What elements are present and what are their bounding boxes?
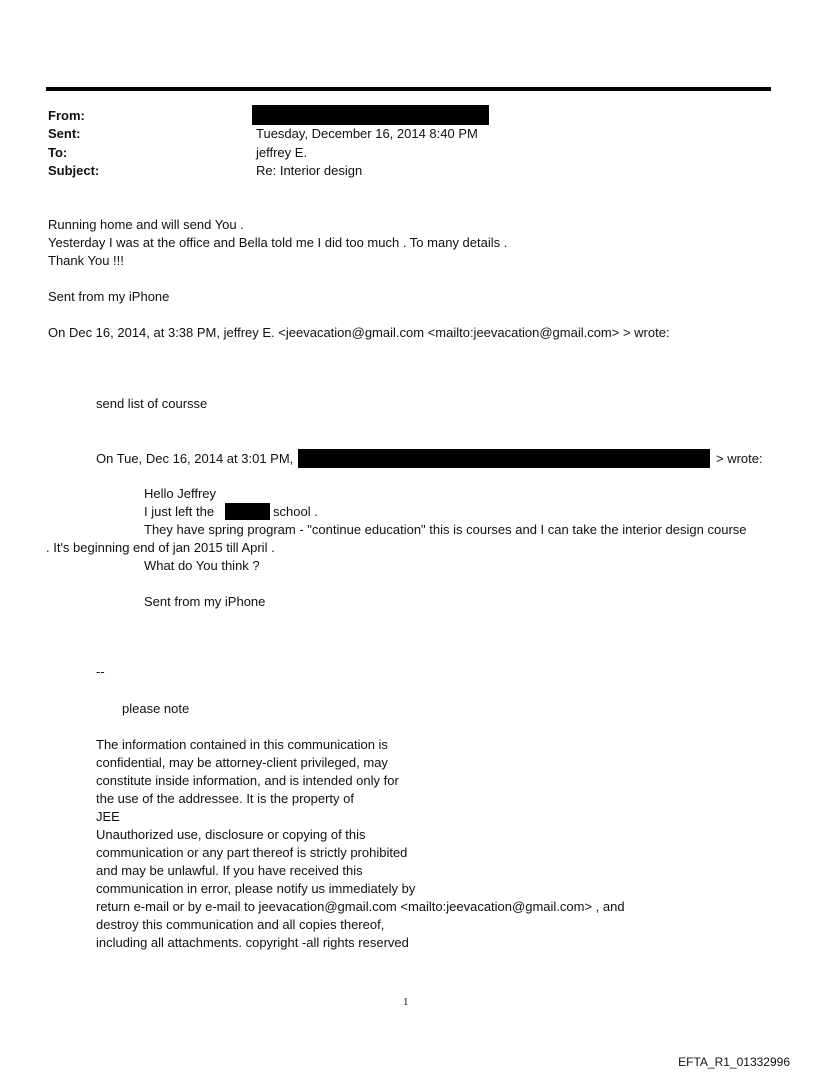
please-note: please note <box>122 701 190 716</box>
sent-value: Tuesday, December 16, 2014 8:40 PM <box>256 126 478 141</box>
quoted-text: send list of coursse <box>96 396 208 411</box>
disclaimer-line: communication in error, please notify us immediately by <box>96 881 416 896</box>
disclaimer-line: return e-mail or by e-mail to jeevacation@gmail.com <mailto:jeevacation@gmail.com> , and <box>96 899 625 914</box>
to-value: jeffrey E. <box>256 145 308 160</box>
sent-label: Sent: <box>48 126 81 141</box>
disclaimer-line: and may be unlawful. If you have received this <box>96 863 363 878</box>
page-number: 1 <box>403 996 409 1008</box>
left-prefix: I just left the <box>144 504 215 519</box>
signature: Sent from my iPhone <box>48 289 170 304</box>
quote2-intro-prefix: On Tue, Dec 16, 2014 at 3:01 PM, <box>96 451 294 466</box>
greeting: Hello Jeffrey <box>144 486 217 501</box>
disclaimer-line: Unauthorized use, disclosure or copying of this <box>96 827 366 842</box>
disclaimer-line: constitute inside information, and is intended only for <box>96 773 399 788</box>
body-line-3: Thank You !!! <box>48 253 124 268</box>
disclaimer-line: communication or any part thereof is strictly prohibited <box>96 845 408 860</box>
disclaimer-line: including all attachments. copyright -all rights reserved <box>96 935 409 950</box>
quoted-signature: Sent from my iPhone <box>144 594 266 609</box>
left-suffix: school . <box>273 504 318 519</box>
bates-number: EFTA_R1_01332996 <box>678 1055 790 1069</box>
header-rule <box>46 87 771 91</box>
from-redaction <box>252 105 489 125</box>
from-label: From: <box>48 108 85 123</box>
program-continuation: . It's beginning end of jan 2015 till April . <box>46 540 275 555</box>
disclaimer-line: destroy this communication and all copies thereof, <box>96 917 385 932</box>
body-line-2: Yesterday I was at the office and Bella told me I did too much . To many details . <box>48 235 508 250</box>
disclaimer-line: The information contained in this communication is <box>96 737 388 752</box>
signature-separator: -- <box>96 664 105 679</box>
program-line: They have spring program - "continue education" this is courses and I can take the interior design course <box>144 522 747 537</box>
sender-redaction <box>298 449 710 468</box>
body-line-1: Running home and will send You . <box>48 217 244 232</box>
quote2-intro-suffix: > wrote: <box>716 451 763 466</box>
subject-label: Subject: <box>48 163 100 178</box>
quote-intro: On Dec 16, 2014, at 3:38 PM, jeffrey E. <jeevacation@gmail.com <mailto:jeevacation@gmail.com> > wrote: <box>48 325 670 340</box>
disclaimer-line: the use of the addressee. It is the property of <box>96 791 354 806</box>
disclaimer-line: confidential, may be attorney-client privileged, may <box>96 755 388 770</box>
disclaimer-block <box>96 736 625 952</box>
disclaimer-line: JEE <box>96 809 120 824</box>
school-redaction <box>225 503 270 520</box>
question: What do You think ? <box>144 558 260 573</box>
subject-value: Re: Interior design <box>256 163 363 178</box>
to-label: To: <box>48 145 68 160</box>
